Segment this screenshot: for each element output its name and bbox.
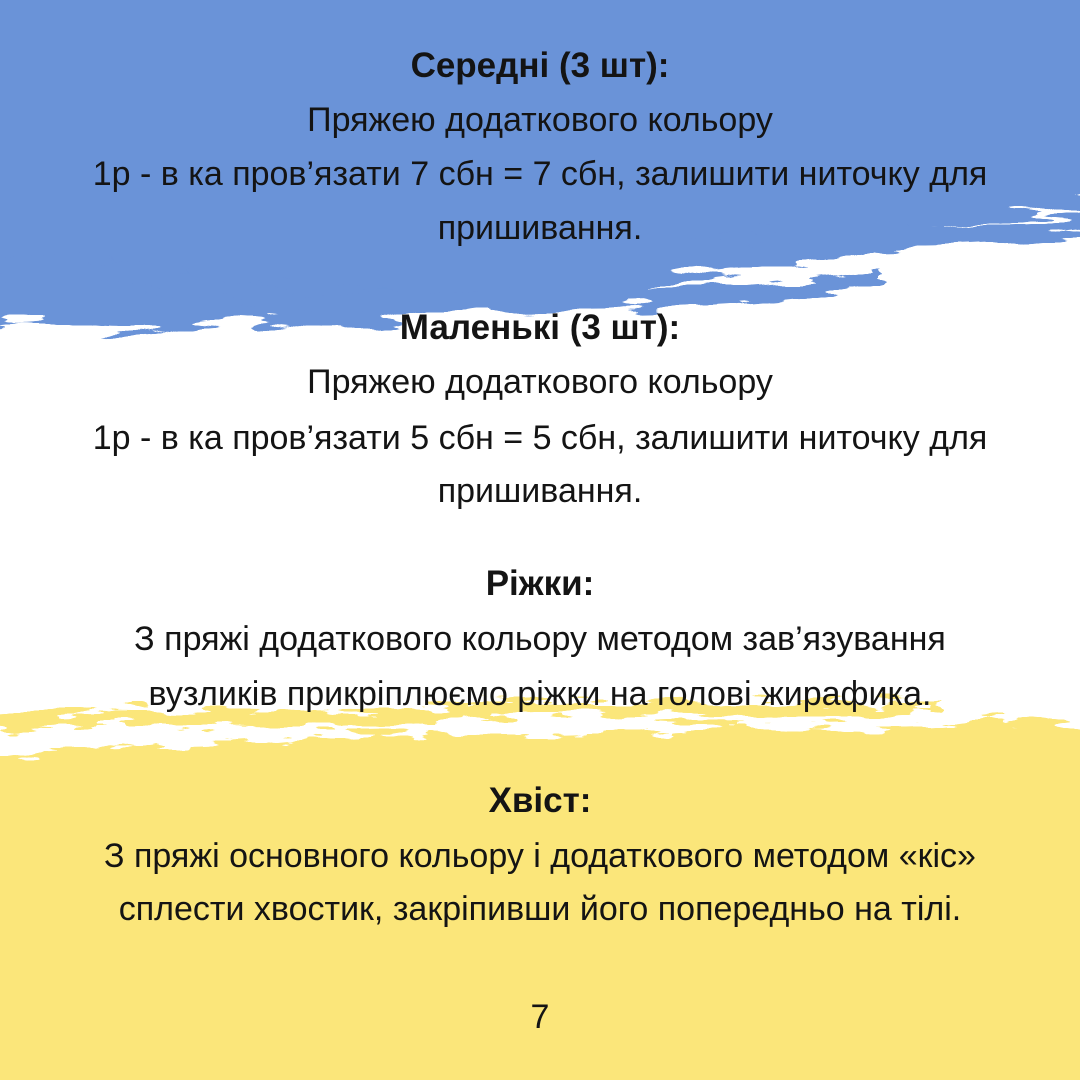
section-text-line: Пряжею додаткового кольору xyxy=(307,363,773,401)
section-text-line: З пряжі додаткового кольору методом зав’язування xyxy=(134,620,946,658)
section-text-line: сплести хвостик, закріпивши його попередньо на тілі. xyxy=(118,890,962,928)
section-text-line: З пряжі основного кольору і додаткового методом «кіс» xyxy=(104,837,976,875)
section-text-line: вузликів прикріплюємо ріжки на голові жирафика. xyxy=(148,675,932,713)
page-number: 7 xyxy=(530,998,550,1036)
section-heading-small: Маленькі (3 шт): xyxy=(399,308,681,347)
section-text-line: Пряжею додаткового кольору xyxy=(307,101,773,139)
section-text-line: 1р - в ка пров’язати 5 сбн = 5 сбн, залишити ниточку для xyxy=(92,419,988,457)
section-text-line: пришивання. xyxy=(437,472,643,510)
section-text-line: пришивання. xyxy=(437,209,643,247)
section-heading-tail: Хвіст: xyxy=(488,781,592,820)
section-heading-medium: Середні (3 шт): xyxy=(410,46,670,85)
section-text-line: 1р - в ка пров’язати 7 сбн = 7 сбн, залишити ниточку для xyxy=(92,155,988,193)
section-heading-horns: Ріжки: xyxy=(485,564,595,603)
